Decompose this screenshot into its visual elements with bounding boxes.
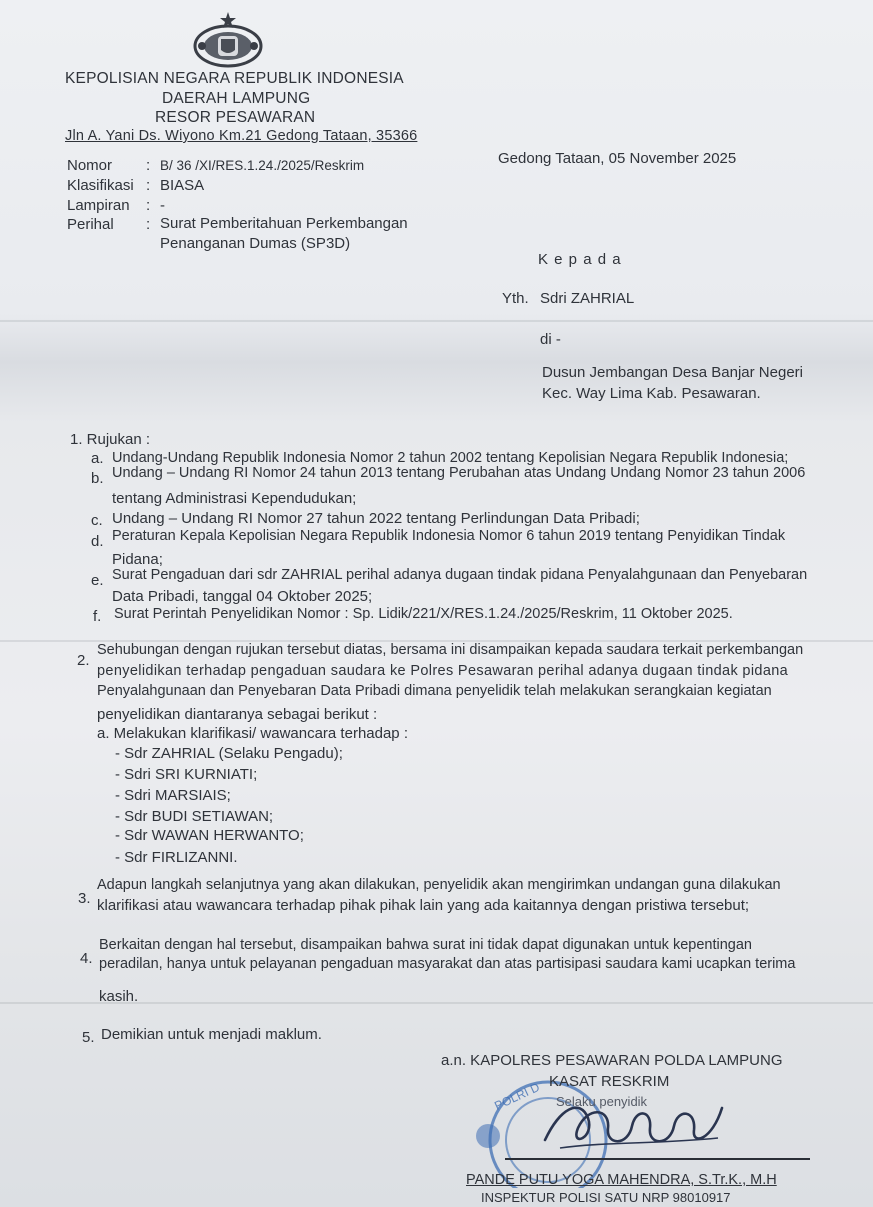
yth-label: Yth. [502,290,529,307]
signature-line-2: KASAT RESKRIM [549,1073,670,1090]
person-item: - Sdr BUDI SETIAWAN; [115,808,274,825]
signature-line-3: Selaku penyidik [556,1094,648,1109]
section-2-line-3: Penyalahgunaan dan Penyebaran Data Pribadi dimana penyelidik telah melakukan serangkaian kegiatan [97,683,772,699]
section-3-line-1: Adapun langkah selanjutnya yang akan dilakukan, penyelidik akan mengirimkan undangan guna dilakukan [97,877,781,893]
kepada-label: K e p a d a [538,251,622,268]
section-5-number: 5. [82,1029,95,1046]
person-item: - Sdr FIRLIZANNI. [115,849,238,866]
rujukan-e-line-1: Surat Pengaduan dari sdr ZAHRIAL perihal adanya dugaan tindak pidana Penyalahgunaan dan Penyebaran [112,567,808,583]
klasifikasi-value: BIASA [160,177,205,194]
rujukan-a-line-1: Undang-Undang Republik Indonesia Nomor 2 tahun 2002 tentang Kepolisian Negara Republik Indonesia; [112,450,789,466]
section-4-line-3: kasih. [99,988,139,1005]
lampiran-value: - [160,197,165,214]
person-item: - Sdr ZAHRIAL (Selaku Pengadu); [115,745,343,762]
rujukan-e-marker: e. [91,572,104,589]
rujukan-b-line-2: tentang Administrasi Kependudukan; [112,490,357,507]
section-5-text: Demikian untuk menjadi maklum. [101,1026,322,1043]
header-line-1: KEPOLISIAN NEGARA REPUBLIK INDONESIA [65,70,404,87]
section-2-sub-a: a. Melakukan klarifikasi/ wawancara terhadap : [97,725,408,742]
nomor-value: B/ 36 /XI/RES.1.24./2025/Reskrim [160,158,365,173]
rujukan-a-marker: a. [91,450,104,467]
person-item: - Sdr WAWAN HERWANTO; [115,827,304,844]
stamp-text: POLRI D [492,1079,542,1113]
section-2-number: 2. [77,652,90,669]
rujukan-b-marker: b. [91,470,104,487]
section-1-title: 1. Rujukan : [70,431,151,448]
section-4-line-1: Berkaitan dengan hal tersebut, disampaikan bahwa surat ini tidak dapat digunakan untuk kepentingan [99,937,752,953]
handwritten-signature-icon [540,1088,730,1158]
klasifikasi-colon: : [146,177,151,194]
section-2-line-1: Sehubungan dengan rujukan tersebut diatas, bersama ini disampaikan kepada saudara terkait perkembangan [97,642,804,658]
nomor-label: Nomor [67,157,113,174]
header-address: Jln A. Yani Ds. Wiyono Km.21 Gedong Tataan, 35366 [65,128,418,144]
signatory-name: PANDE PUTU YOGA MAHENDRA, S.Tr.K., M.H [466,1172,777,1188]
nomor-colon: : [146,157,151,174]
person-item: - Sdri MARSIAIS; [115,787,231,804]
rujukan-d-line-1: Peraturan Kepala Kepolisian Negara Republik Indonesia Nomor 6 tahun 2019 tentang Penyidikan Tindak [112,528,786,544]
section-2-line-2: penyelidikan terhadap pengaduan saudara ke Polres Pesawaran perihal adanya dugaan tindak pidana [97,663,789,679]
police-crest-icon [190,10,266,68]
rujukan-c-line-1: Undang – Undang RI Nomor 27 tahun 2022 tentang Perlindungan Data Pribadi; [112,510,640,527]
perihal-label: Perihal [67,216,114,233]
header-line-3: RESOR PESAWARAN [155,109,316,126]
rujukan-f-marker: f. [93,608,102,625]
perihal-line-1: Surat Pemberitahuan Perkembangan [160,215,408,232]
recipient-address-2: Kec. Way Lima Kab. Pesawaran. [542,385,761,402]
klasifikasi-label: Klasifikasi [67,177,134,194]
section-3-number: 3. [78,890,91,907]
perihal-line-2: Penanganan Dumas (SP3D) [160,235,351,252]
section-4-number: 4. [80,950,93,967]
signature-line-1: a.n. KAPOLRES PESAWARAN POLDA LAMPUNG [441,1052,783,1069]
rujukan-b-line-1: Undang – Undang RI Nomor 24 tahun 2013 tentang Perubahan atas Undang Undang Nomor 23 tahun 2006 [112,465,806,481]
rujukan-c-marker: c. [91,512,103,529]
section-4-line-2: peradilan, hanya untuk pelayanan pengaduan masyarakat dan atas partisipasi saudara kami ucapkan terima [99,956,796,972]
rujukan-d-marker: d. [91,533,104,550]
lampiran-label: Lampiran [67,197,130,214]
recipient-address-1: Dusun Jembangan Desa Banjar Negeri [542,364,803,381]
signatory-rank: INSPEKTUR POLISI SATU NRP 98010917 [481,1190,731,1205]
rujukan-f-line-1: Surat Perintah Penyelidikan Nomor : Sp. Lidik/221/X/RES.1.24./2025/Reskrim, 11 Oktober 2025. [114,606,733,622]
signature-rule [505,1158,810,1160]
person-item: - Sdri SRI KURNIATI; [115,766,258,783]
section-2-line-4: penyelidikan diantaranya sebagai berikut : [97,706,378,723]
rujukan-e-line-2: Data Pribadi, tanggal 04 Oktober 2025; [112,588,373,605]
recipient-name: Sdri ZAHRIAL [540,290,635,307]
paper-fold [0,320,873,322]
letter-date: Gedong Tataan, 05 November 2025 [498,150,737,167]
rujukan-d-line-2: Pidana; [112,551,163,568]
lampiran-colon: : [146,197,151,214]
recipient-di: di - [540,331,561,348]
header-line-2: DAERAH LAMPUNG [162,90,311,107]
section-3-line-2: klarifikasi atau wawancara terhadap pihak pihak lain yang ada kaitannya dengan pristiwa tersebut; [97,897,750,914]
perihal-colon: : [146,216,151,233]
